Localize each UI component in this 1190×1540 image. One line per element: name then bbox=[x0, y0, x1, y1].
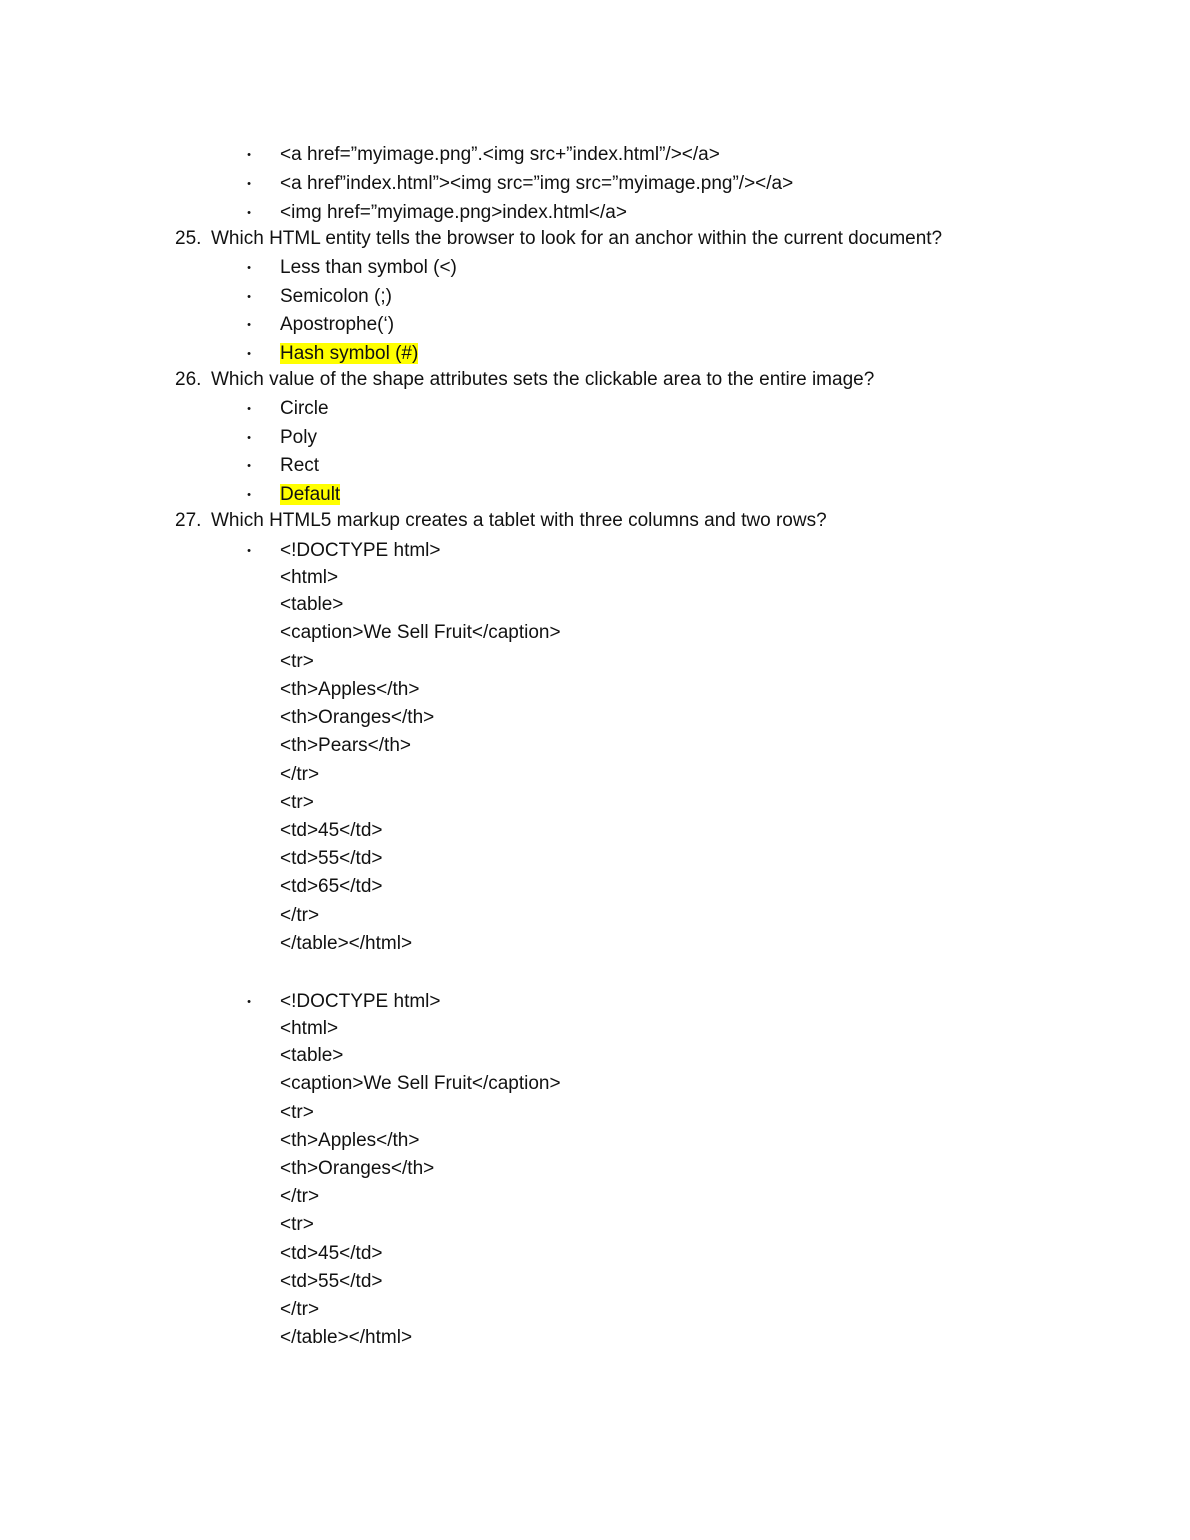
code-line: <caption>We Sell Fruit</caption> bbox=[280, 622, 561, 643]
option-item: Circle bbox=[280, 398, 329, 419]
bullet-icon: • bbox=[247, 489, 251, 501]
option-item: Semicolon (;) bbox=[280, 286, 392, 307]
code-line: <td>45</td> bbox=[280, 820, 383, 841]
code-line: <html> bbox=[280, 567, 339, 588]
code-line: <!DOCTYPE html> bbox=[280, 991, 441, 1012]
code-line: <td>55</td> bbox=[280, 1271, 383, 1292]
bullet-icon: • bbox=[247, 178, 251, 190]
question-text: Which value of the shape attributes sets the clickable area to the entire image? bbox=[211, 369, 875, 390]
option-item: <img href=”myimage.png>index.html</a> bbox=[280, 202, 627, 223]
option-item: <a href=”myimage.png”.<img src+”index.html”/></a> bbox=[280, 144, 720, 165]
bullet-icon: • bbox=[247, 207, 251, 219]
code-line: </tr> bbox=[280, 1186, 320, 1207]
code-line: <table> bbox=[280, 1045, 344, 1066]
code-line: <table> bbox=[280, 594, 344, 615]
code-line: <caption>We Sell Fruit</caption> bbox=[280, 1073, 561, 1094]
question-number: 27. bbox=[175, 510, 202, 531]
code-line: <tr> bbox=[280, 792, 314, 813]
code-line: <th>Oranges</th> bbox=[280, 707, 435, 728]
option-item: Less than symbol (<) bbox=[280, 257, 457, 278]
option-item: Rect bbox=[280, 455, 320, 476]
code-line: <th>Pears</th> bbox=[280, 735, 411, 756]
question-text: Which HTML entity tells the browser to look for an anchor within the current document? bbox=[211, 228, 943, 249]
question-number: 26. bbox=[175, 369, 202, 390]
code-line: </tr> bbox=[280, 905, 320, 926]
bullet-icon: • bbox=[247, 319, 251, 331]
bullet-icon: • bbox=[247, 149, 251, 161]
bullet-icon: • bbox=[247, 262, 251, 274]
code-line: <td>45</td> bbox=[280, 1243, 383, 1264]
code-line: <th>Oranges</th> bbox=[280, 1158, 435, 1179]
question-number: 25. bbox=[175, 228, 202, 249]
bullet-icon: • bbox=[247, 403, 251, 415]
option-item: Poly bbox=[280, 427, 317, 448]
option-item: <a href”index.html”><img src=”img src=”myimage.png”/></a> bbox=[280, 173, 794, 194]
code-line: <td>65</td> bbox=[280, 876, 383, 897]
code-line: <!DOCTYPE html> bbox=[280, 540, 441, 561]
highlighted-answer: Hash symbol (#) bbox=[280, 343, 419, 364]
answer-option-highlighted bbox=[280, 342, 418, 366]
bullet-icon: • bbox=[247, 291, 251, 303]
code-line: <tr> bbox=[280, 651, 314, 672]
code-line: </tr> bbox=[280, 1299, 320, 1320]
code-line: <th>Apples</th> bbox=[280, 1130, 420, 1151]
question-text: Which HTML5 markup creates a tablet with three columns and two rows? bbox=[211, 510, 827, 531]
code-line: <html> bbox=[280, 1018, 339, 1039]
code-line: </tr> bbox=[280, 764, 320, 785]
code-line: <th>Apples</th> bbox=[280, 679, 420, 700]
bullet-icon: • bbox=[247, 545, 251, 557]
code-line: </table></html> bbox=[280, 1327, 413, 1348]
option-item: Apostrophe(‘) bbox=[280, 314, 395, 335]
code-line: <tr> bbox=[280, 1102, 314, 1123]
code-line: </table></html> bbox=[280, 933, 413, 954]
code-line: <tr> bbox=[280, 1214, 314, 1235]
answer-option-highlighted bbox=[280, 483, 340, 507]
bullet-icon: • bbox=[247, 996, 251, 1008]
code-line: <td>55</td> bbox=[280, 848, 383, 869]
bullet-icon: • bbox=[247, 460, 251, 472]
bullet-icon: • bbox=[247, 432, 251, 444]
highlighted-answer: Default bbox=[280, 484, 341, 505]
bullet-icon: • bbox=[247, 348, 251, 360]
